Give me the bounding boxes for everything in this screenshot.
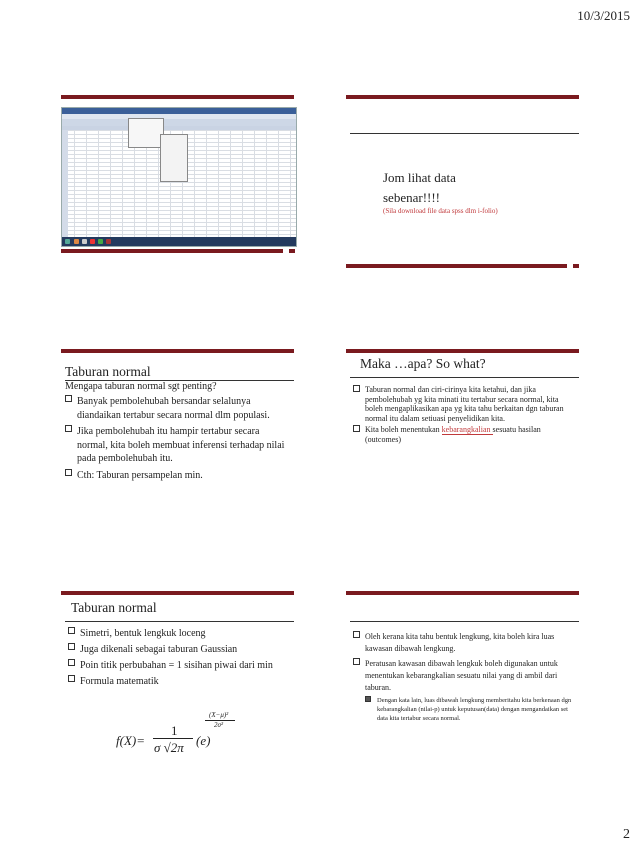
bullet-item: Simetri, bentuk lengkuk loceng bbox=[68, 627, 278, 641]
bullet-list bbox=[68, 627, 278, 689]
app-icon bbox=[74, 239, 79, 244]
slide-title: Taburan normal bbox=[65, 364, 151, 379]
title-divider bbox=[350, 133, 579, 134]
slide-2 bbox=[346, 95, 579, 268]
slide-top-bar bbox=[61, 95, 294, 99]
probability-link[interactable]: kebarangkalian bbox=[441, 425, 493, 434]
spss-row-headers bbox=[62, 130, 68, 237]
bullet-list bbox=[353, 385, 571, 444]
bullet-item: Cth: Taburan persampelan min. bbox=[65, 469, 291, 483]
title-divider bbox=[65, 621, 294, 622]
exponent-denominator: 2σ² bbox=[214, 721, 224, 729]
spss-dropdown-menu bbox=[128, 118, 164, 148]
slide-4 bbox=[346, 349, 579, 522]
slide-bottom-bar bbox=[61, 249, 295, 253]
bullet-item: Jika pembolehubah itu hampir tertabur secara normal, kita boleh membuat inferensi terhadap nilai pada pembolehubah itu. bbox=[65, 425, 291, 466]
spss-screenshot bbox=[61, 107, 297, 247]
spss-toolbar bbox=[62, 119, 296, 126]
slide-lead: Mengapa taburan normal sgt penting? bbox=[65, 381, 217, 392]
bullet-item: Formula matematik bbox=[68, 675, 278, 689]
formula-factor: (e) bbox=[196, 733, 211, 748]
slide-title: Maka …apa? So what? bbox=[360, 356, 486, 371]
bullet-item: Oleh kerana kita tahu bentuk lengkung, kita boleh kira luas kawasan dibawah lengkung. bbox=[353, 631, 573, 655]
slide-top-bar bbox=[346, 349, 579, 353]
bullet-item: Peratusan kawasan dibawah lengkuk boleh digunakan untuk menentukan kebarangkalian sesuatu nilai yang di ambil dari taburan. bbox=[353, 658, 573, 694]
app-icon bbox=[82, 239, 87, 244]
sub-bullet-item: Dengan kata lain, luas dibawah lengkung memberitahu kita berkenaan dgn kebarangkalian (nilai-p) untuk keputusan(data) dengan mengandaikan set data kita tertabur secara normal. bbox=[365, 696, 573, 723]
slide-top-bar bbox=[61, 349, 294, 353]
slide-6 bbox=[346, 591, 579, 764]
slide-5 bbox=[61, 591, 294, 764]
app-icon bbox=[98, 239, 103, 244]
bullet-item: Juga dikenali sebagai taburan Gaussian bbox=[68, 643, 278, 657]
slide-top-bar bbox=[346, 591, 579, 595]
bullet-item bbox=[353, 425, 571, 444]
taskbar bbox=[62, 237, 296, 246]
page-number: 2 bbox=[623, 827, 630, 842]
app-icon bbox=[90, 239, 95, 244]
bullet-item: Taburan normal dan ciri-cirinya kita ketahui, dan jika pembolehubah yg kita minati itu tertabur secara normal, kita boleh mengaplikasikan apa yg kita tahu berkaitan dgn taburan normal itu dalam setiuasi penyelidikan kita. bbox=[353, 385, 571, 423]
slide-top-bar bbox=[61, 591, 294, 595]
bullet-item: Banyak pembolehubah bersandar selalunya diandaikan tertabur secara normal dlm populasi. bbox=[65, 395, 291, 422]
title-divider bbox=[350, 377, 579, 378]
title-divider bbox=[350, 621, 579, 622]
slide-top-bar bbox=[346, 95, 579, 99]
spss-submenu bbox=[160, 134, 188, 182]
slide-title-line-2: sebenar!!!! bbox=[383, 190, 441, 205]
normal-distribution-formula bbox=[116, 711, 246, 763]
slide-3 bbox=[61, 349, 294, 522]
formula-numerator: 1 bbox=[171, 723, 178, 738]
fraction-bar bbox=[153, 738, 193, 739]
start-icon bbox=[65, 239, 70, 244]
slide-bottom-bar bbox=[346, 264, 579, 268]
bullet-list bbox=[353, 631, 573, 723]
app-icon bbox=[106, 239, 111, 244]
bullet-list bbox=[65, 395, 291, 482]
bullet-text: Kita boleh menentukan bbox=[365, 425, 442, 434]
slide-title-line-1: Jom lihat data bbox=[383, 170, 456, 185]
slide-note: (Sila download file data spss dlm i-folio) bbox=[383, 207, 498, 215]
bullet-item: Poin titik perbubahan = 1 sisihan piwai dari min bbox=[68, 659, 278, 673]
formula-denominator: σ √2π bbox=[154, 740, 184, 755]
page-date: 10/3/2015 bbox=[577, 8, 630, 23]
spss-column-headers bbox=[62, 126, 296, 130]
slide-title: Taburan normal bbox=[71, 600, 157, 615]
formula-lhs: f(X)= bbox=[116, 733, 145, 748]
bullet-text: sesuatu hasilan (outcomes) bbox=[365, 425, 541, 444]
exponent-numerator: (X−μ)² bbox=[209, 711, 229, 719]
